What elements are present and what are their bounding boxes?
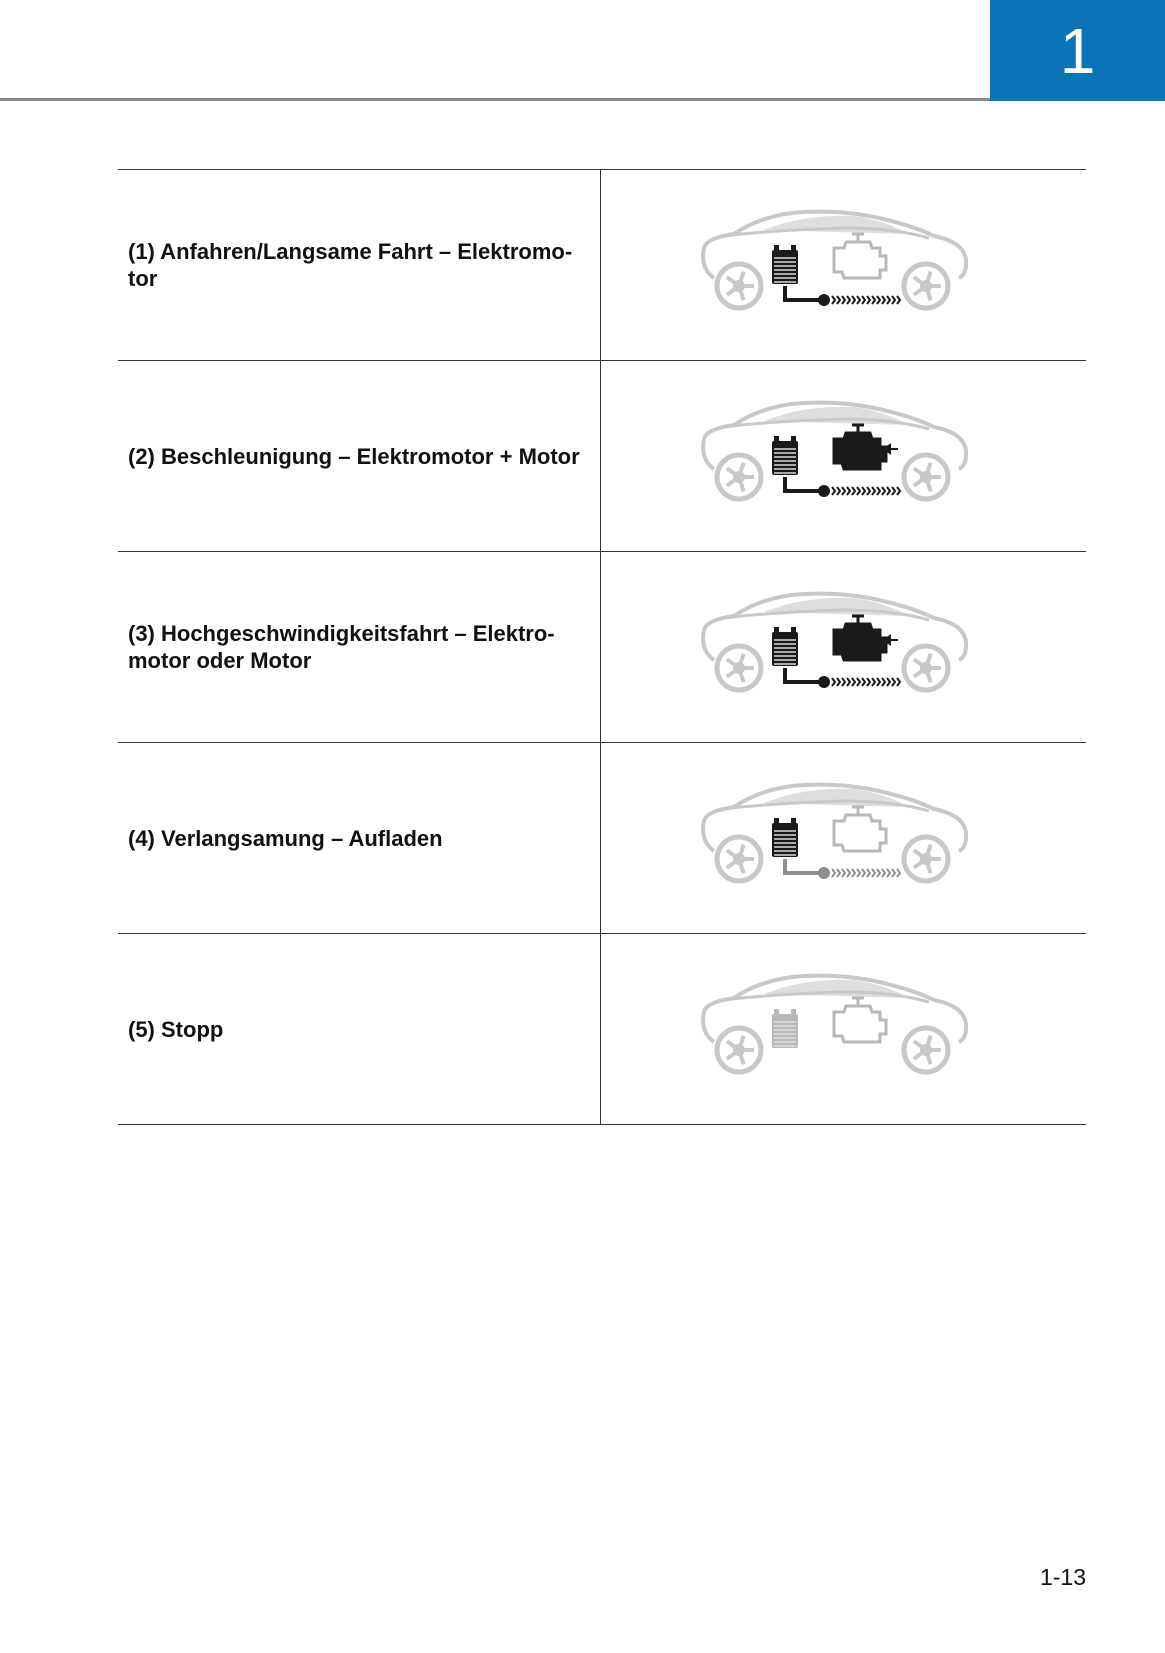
mode-label-cell xyxy=(118,361,601,551)
header-rule xyxy=(0,98,990,101)
battery-icon xyxy=(772,1009,798,1048)
mode-label-line: motor oder Motor xyxy=(128,648,312,673)
battery-icon xyxy=(772,245,798,284)
engine-icon xyxy=(834,616,886,660)
mode-row xyxy=(118,360,1086,551)
battery-icon xyxy=(772,818,798,857)
hybrid-car-diagram xyxy=(694,399,994,514)
mode-image-cell xyxy=(601,934,1086,1124)
battery-icon xyxy=(772,436,798,475)
mode-label-cell xyxy=(118,934,601,1124)
mode-label xyxy=(128,620,555,674)
engine-icon xyxy=(834,425,886,469)
mode-label xyxy=(128,825,443,852)
chapter-number: 1 xyxy=(1059,14,1096,87)
mode-label-line: (2) Beschleunigung – Elektromotor + Motor xyxy=(128,443,580,469)
chapter-tab xyxy=(990,0,1165,101)
mode-label xyxy=(128,443,580,470)
mode-label-line: tor xyxy=(128,266,158,291)
hybrid-car-diagram xyxy=(694,972,994,1087)
battery-icon xyxy=(772,627,798,666)
mode-label-line: (3) Hochgeschwindigkeitsfahrt – Elektro- xyxy=(128,621,555,646)
mode-image-cell xyxy=(601,552,1086,742)
engine-icon xyxy=(834,998,886,1042)
mode-label-cell xyxy=(118,552,601,742)
mode-label xyxy=(128,238,572,292)
mode-label-cell xyxy=(118,743,601,933)
hybrid-mode-table xyxy=(118,169,1086,1125)
mode-image-cell xyxy=(601,170,1086,360)
mode-label-line: (1) Anfahren/Langsame Fahrt – Elektromo- xyxy=(128,239,573,264)
hybrid-car-diagram xyxy=(694,590,994,705)
hybrid-car-diagram xyxy=(694,781,994,896)
mode-row xyxy=(118,169,1086,360)
engine-icon xyxy=(834,807,886,851)
mode-label-line: (4) Verlangsamung – Aufladen xyxy=(128,825,443,851)
mode-label-line: (5) Stopp xyxy=(128,1016,224,1042)
engine-icon xyxy=(834,234,886,278)
mode-image-cell xyxy=(601,743,1086,933)
mode-row xyxy=(118,551,1086,742)
mode-label-cell xyxy=(118,170,601,360)
mode-label xyxy=(128,1016,223,1043)
mode-row xyxy=(118,933,1086,1125)
mode-image-cell xyxy=(601,361,1086,551)
page-number: 1-13 xyxy=(1039,1564,1086,1590)
mode-row xyxy=(118,742,1086,933)
hybrid-car-diagram xyxy=(694,208,994,323)
